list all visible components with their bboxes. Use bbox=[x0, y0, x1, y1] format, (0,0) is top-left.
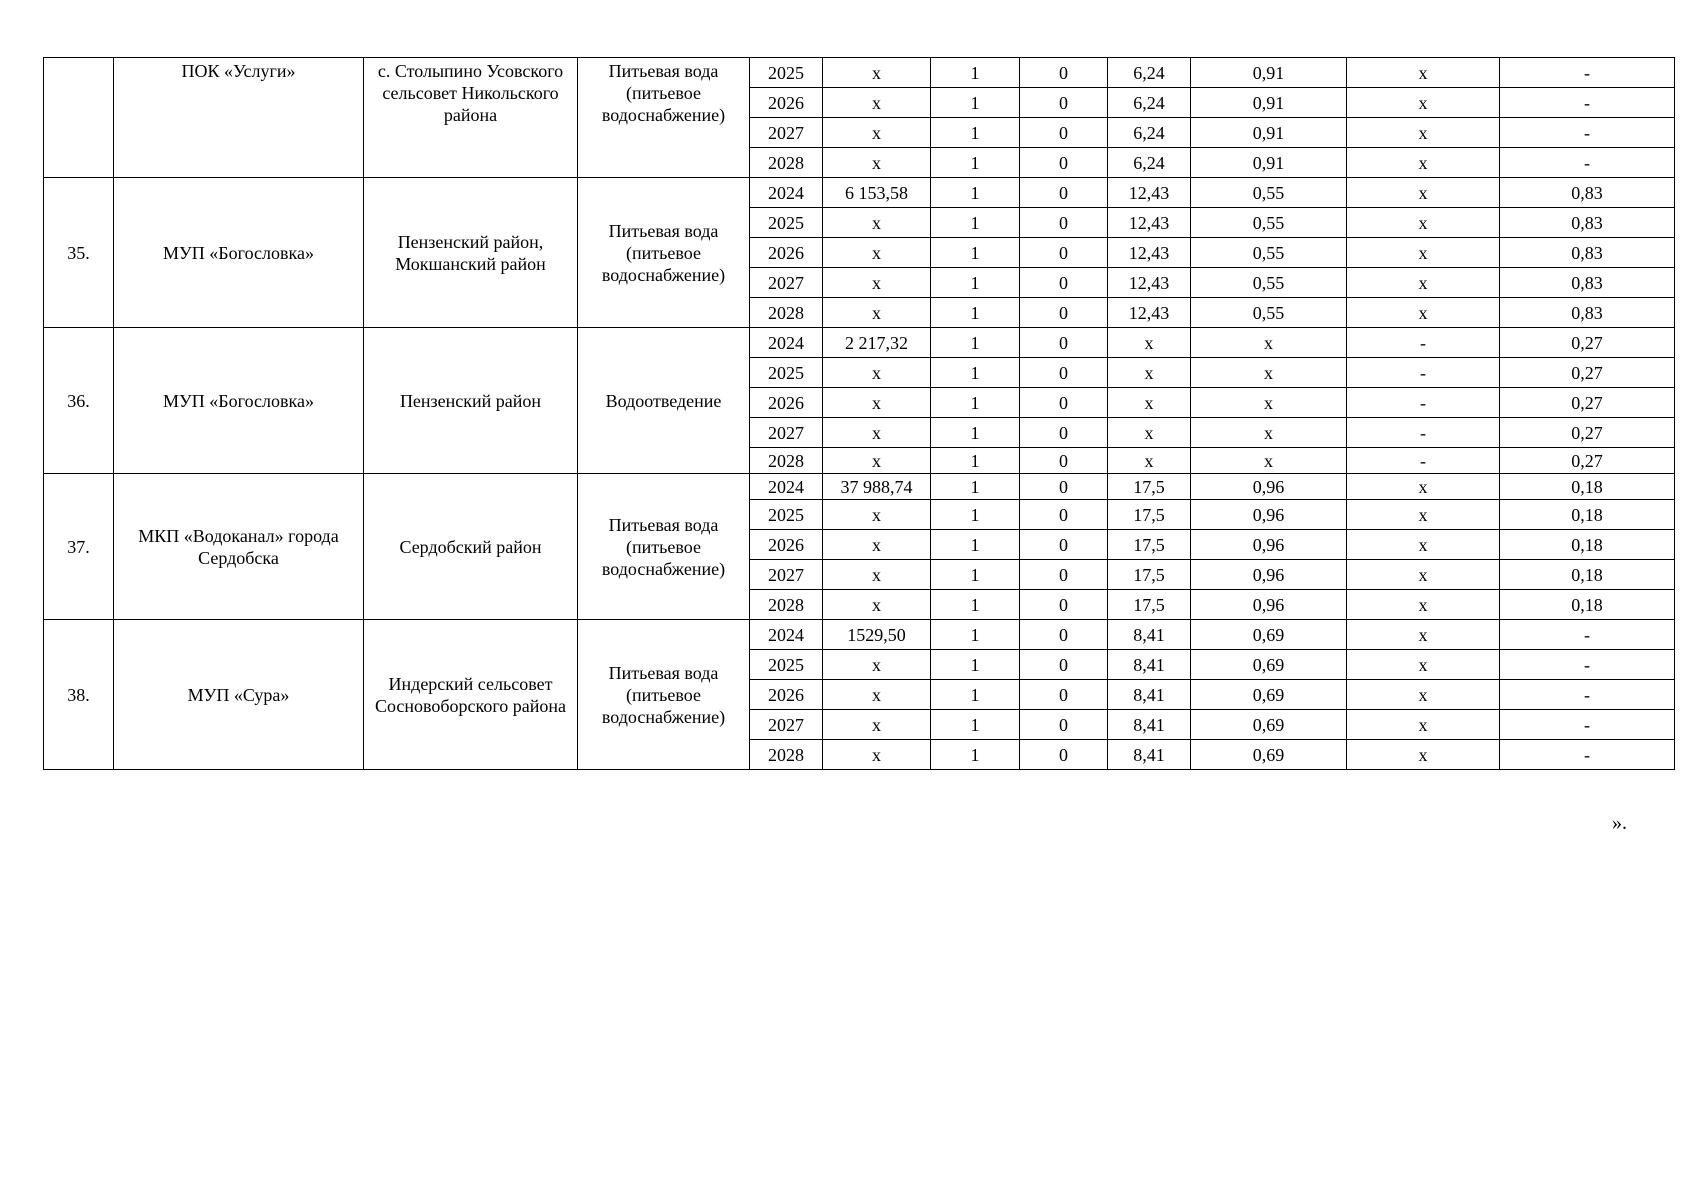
value-b-cell: 0 bbox=[1020, 88, 1108, 118]
territory: Индерский сельсовет Сосновоборского района bbox=[364, 620, 578, 770]
value-f-cell: 0,27 bbox=[1500, 388, 1675, 418]
value-total-cell: x bbox=[823, 118, 931, 148]
value-a-cell: 1 bbox=[931, 740, 1020, 770]
value-c-cell: 17,5 bbox=[1108, 560, 1191, 590]
year-cell: 2024 bbox=[750, 474, 823, 500]
value-f-cell: 0,83 bbox=[1500, 238, 1675, 268]
service-type: Питьевая вода (питьевое водоснабжение) bbox=[578, 58, 750, 178]
value-c-cell: 6,24 bbox=[1108, 58, 1191, 88]
group-number: 35. bbox=[44, 178, 114, 328]
value-total-cell: x bbox=[823, 680, 931, 710]
value-d-cell: 0,96 bbox=[1191, 474, 1347, 500]
value-total-cell: 1529,50 bbox=[823, 620, 931, 650]
value-c-cell: 12,43 bbox=[1108, 238, 1191, 268]
year-cell: 2027 bbox=[750, 268, 823, 298]
value-total-cell: x bbox=[823, 560, 931, 590]
table-row bbox=[44, 328, 1675, 358]
value-c-cell: 6,24 bbox=[1108, 118, 1191, 148]
value-e-cell: x bbox=[1347, 620, 1500, 650]
value-d-cell: 0,69 bbox=[1191, 650, 1347, 680]
table-row bbox=[44, 474, 1675, 500]
value-d-cell: x bbox=[1191, 358, 1347, 388]
value-total-cell: x bbox=[823, 710, 931, 740]
year-cell: 2025 bbox=[750, 650, 823, 680]
value-d-cell: 0,55 bbox=[1191, 298, 1347, 328]
value-a-cell: 1 bbox=[931, 208, 1020, 238]
value-f-cell: - bbox=[1500, 620, 1675, 650]
value-b-cell: 0 bbox=[1020, 590, 1108, 620]
value-f-cell: 0,83 bbox=[1500, 298, 1675, 328]
value-b-cell: 0 bbox=[1020, 680, 1108, 710]
year-cell: 2024 bbox=[750, 620, 823, 650]
value-c-cell: x bbox=[1108, 418, 1191, 448]
value-d-cell: x bbox=[1191, 448, 1347, 474]
value-b-cell: 0 bbox=[1020, 148, 1108, 178]
value-total-cell: x bbox=[823, 268, 931, 298]
value-total-cell: x bbox=[823, 448, 931, 474]
value-total-cell: x bbox=[823, 208, 931, 238]
value-total-cell: x bbox=[823, 418, 931, 448]
value-f-cell: 0,18 bbox=[1500, 500, 1675, 530]
year-cell: 2025 bbox=[750, 208, 823, 238]
value-total-cell: x bbox=[823, 500, 931, 530]
year-cell: 2028 bbox=[750, 298, 823, 328]
year-cell: 2025 bbox=[750, 58, 823, 88]
territory: Сердобский район bbox=[364, 474, 578, 620]
value-a-cell: 1 bbox=[931, 680, 1020, 710]
value-b-cell: 0 bbox=[1020, 560, 1108, 590]
value-a-cell: 1 bbox=[931, 118, 1020, 148]
value-e-cell: - bbox=[1347, 328, 1500, 358]
year-cell: 2024 bbox=[750, 178, 823, 208]
value-total-cell: 2 217,32 bbox=[823, 328, 931, 358]
value-a-cell: 1 bbox=[931, 88, 1020, 118]
value-b-cell: 0 bbox=[1020, 238, 1108, 268]
value-d-cell: 0,96 bbox=[1191, 560, 1347, 590]
value-c-cell: 12,43 bbox=[1108, 178, 1191, 208]
value-d-cell: 0,91 bbox=[1191, 148, 1347, 178]
value-a-cell: 1 bbox=[931, 560, 1020, 590]
value-f-cell: - bbox=[1500, 740, 1675, 770]
value-c-cell: 12,43 bbox=[1108, 298, 1191, 328]
value-e-cell: x bbox=[1347, 298, 1500, 328]
value-c-cell: 8,41 bbox=[1108, 710, 1191, 740]
value-b-cell: 0 bbox=[1020, 268, 1108, 298]
value-e-cell: x bbox=[1347, 118, 1500, 148]
value-d-cell: 0,55 bbox=[1191, 178, 1347, 208]
value-a-cell: 1 bbox=[931, 620, 1020, 650]
value-f-cell: 0,83 bbox=[1500, 178, 1675, 208]
value-e-cell: - bbox=[1347, 388, 1500, 418]
value-e-cell: x bbox=[1347, 474, 1500, 500]
value-c-cell: 17,5 bbox=[1108, 500, 1191, 530]
value-a-cell: 1 bbox=[931, 590, 1020, 620]
value-f-cell: 0,27 bbox=[1500, 448, 1675, 474]
year-cell: 2027 bbox=[750, 118, 823, 148]
value-f-cell: - bbox=[1500, 58, 1675, 88]
value-a-cell: 1 bbox=[931, 178, 1020, 208]
value-b-cell: 0 bbox=[1020, 474, 1108, 500]
value-d-cell: x bbox=[1191, 328, 1347, 358]
value-d-cell: 0,55 bbox=[1191, 238, 1347, 268]
value-a-cell: 1 bbox=[931, 58, 1020, 88]
value-f-cell: 0,18 bbox=[1500, 560, 1675, 590]
value-e-cell: x bbox=[1347, 650, 1500, 680]
year-cell: 2026 bbox=[750, 680, 823, 710]
value-f-cell: 0,27 bbox=[1500, 418, 1675, 448]
year-cell: 2028 bbox=[750, 448, 823, 474]
value-total-cell: x bbox=[823, 388, 931, 418]
value-total-cell: x bbox=[823, 298, 931, 328]
value-f-cell: - bbox=[1500, 88, 1675, 118]
value-c-cell: x bbox=[1108, 388, 1191, 418]
value-d-cell: x bbox=[1191, 418, 1347, 448]
year-cell: 2026 bbox=[750, 530, 823, 560]
value-d-cell: 0,55 bbox=[1191, 208, 1347, 238]
value-e-cell: x bbox=[1347, 530, 1500, 560]
value-f-cell: 0,18 bbox=[1500, 474, 1675, 500]
value-e-cell: x bbox=[1347, 208, 1500, 238]
year-cell: 2026 bbox=[750, 88, 823, 118]
value-d-cell: 0,91 bbox=[1191, 58, 1347, 88]
value-f-cell: 0,83 bbox=[1500, 208, 1675, 238]
value-b-cell: 0 bbox=[1020, 530, 1108, 560]
value-e-cell: x bbox=[1347, 178, 1500, 208]
year-cell: 2028 bbox=[750, 740, 823, 770]
organization-name: МУП «Богословка» bbox=[114, 178, 364, 328]
table-row bbox=[44, 178, 1675, 208]
value-a-cell: 1 bbox=[931, 710, 1020, 740]
value-d-cell: 0,96 bbox=[1191, 500, 1347, 530]
year-cell: 2026 bbox=[750, 388, 823, 418]
value-a-cell: 1 bbox=[931, 358, 1020, 388]
value-a-cell: 1 bbox=[931, 448, 1020, 474]
value-c-cell: 12,43 bbox=[1108, 208, 1191, 238]
value-e-cell: x bbox=[1347, 740, 1500, 770]
value-c-cell: x bbox=[1108, 448, 1191, 474]
value-e-cell: x bbox=[1347, 88, 1500, 118]
value-d-cell: 0,69 bbox=[1191, 620, 1347, 650]
value-f-cell: 0,18 bbox=[1500, 530, 1675, 560]
value-b-cell: 0 bbox=[1020, 650, 1108, 680]
indicators-table bbox=[43, 57, 1675, 770]
value-total-cell: x bbox=[823, 88, 931, 118]
year-cell: 2026 bbox=[750, 238, 823, 268]
value-total-cell: x bbox=[823, 590, 931, 620]
value-total-cell: x bbox=[823, 650, 931, 680]
organization-name: МУП «Богословка» bbox=[114, 328, 364, 474]
table-row bbox=[44, 620, 1675, 650]
group-number bbox=[44, 58, 114, 178]
value-e-cell: x bbox=[1347, 590, 1500, 620]
value-a-cell: 1 bbox=[931, 388, 1020, 418]
value-e-cell: - bbox=[1347, 418, 1500, 448]
year-cell: 2028 bbox=[750, 148, 823, 178]
value-e-cell: x bbox=[1347, 268, 1500, 298]
value-total-cell: x bbox=[823, 358, 931, 388]
value-d-cell: 0,91 bbox=[1191, 88, 1347, 118]
organization-name: ПОК «Услуги» bbox=[114, 58, 364, 178]
value-b-cell: 0 bbox=[1020, 358, 1108, 388]
value-e-cell: x bbox=[1347, 238, 1500, 268]
service-type: Питьевая вода (питьевое водоснабжение) bbox=[578, 178, 750, 328]
value-total-cell: 6 153,58 bbox=[823, 178, 931, 208]
value-d-cell: x bbox=[1191, 388, 1347, 418]
closing-quote: ». bbox=[1612, 812, 1627, 834]
value-c-cell: x bbox=[1108, 358, 1191, 388]
value-d-cell: 0,96 bbox=[1191, 590, 1347, 620]
value-a-cell: 1 bbox=[931, 298, 1020, 328]
organization-name: МКП «Водоканал» города Сердобска bbox=[114, 474, 364, 620]
value-d-cell: 0,69 bbox=[1191, 680, 1347, 710]
value-b-cell: 0 bbox=[1020, 58, 1108, 88]
value-total-cell: x bbox=[823, 148, 931, 178]
value-total-cell: x bbox=[823, 58, 931, 88]
value-a-cell: 1 bbox=[931, 418, 1020, 448]
value-total-cell: x bbox=[823, 740, 931, 770]
year-cell: 2024 bbox=[750, 328, 823, 358]
value-c-cell: 17,5 bbox=[1108, 590, 1191, 620]
value-c-cell: 6,24 bbox=[1108, 148, 1191, 178]
service-type: Питьевая вода (питьевое водоснабжение) bbox=[578, 620, 750, 770]
table-body bbox=[44, 58, 1675, 770]
value-f-cell: - bbox=[1500, 710, 1675, 740]
value-b-cell: 0 bbox=[1020, 620, 1108, 650]
year-cell: 2027 bbox=[750, 710, 823, 740]
value-b-cell: 0 bbox=[1020, 418, 1108, 448]
value-total-cell: 37 988,74 bbox=[823, 474, 931, 500]
table-row bbox=[44, 58, 1675, 88]
value-f-cell: - bbox=[1500, 680, 1675, 710]
year-cell: 2027 bbox=[750, 560, 823, 590]
value-b-cell: 0 bbox=[1020, 500, 1108, 530]
value-f-cell: 0,18 bbox=[1500, 590, 1675, 620]
value-a-cell: 1 bbox=[931, 530, 1020, 560]
value-a-cell: 1 bbox=[931, 650, 1020, 680]
value-e-cell: x bbox=[1347, 560, 1500, 590]
value-a-cell: 1 bbox=[931, 500, 1020, 530]
value-f-cell: 0,27 bbox=[1500, 358, 1675, 388]
value-a-cell: 1 bbox=[931, 238, 1020, 268]
value-b-cell: 0 bbox=[1020, 448, 1108, 474]
value-c-cell: 8,41 bbox=[1108, 740, 1191, 770]
service-type: Питьевая вода (питьевое водоснабжение) bbox=[578, 474, 750, 620]
year-cell: 2025 bbox=[750, 500, 823, 530]
value-a-cell: 1 bbox=[931, 474, 1020, 500]
group-number: 38. bbox=[44, 620, 114, 770]
value-b-cell: 0 bbox=[1020, 178, 1108, 208]
value-f-cell: - bbox=[1500, 118, 1675, 148]
value-b-cell: 0 bbox=[1020, 208, 1108, 238]
value-e-cell: x bbox=[1347, 148, 1500, 178]
year-cell: 2027 bbox=[750, 418, 823, 448]
value-b-cell: 0 bbox=[1020, 388, 1108, 418]
year-cell: 2025 bbox=[750, 358, 823, 388]
value-e-cell: x bbox=[1347, 500, 1500, 530]
value-c-cell: 8,41 bbox=[1108, 650, 1191, 680]
value-a-cell: 1 bbox=[931, 328, 1020, 358]
value-c-cell: 8,41 bbox=[1108, 680, 1191, 710]
value-e-cell: x bbox=[1347, 710, 1500, 740]
value-f-cell: - bbox=[1500, 650, 1675, 680]
value-e-cell: x bbox=[1347, 58, 1500, 88]
value-d-cell: 0,69 bbox=[1191, 710, 1347, 740]
territory: Пензенский район bbox=[364, 328, 578, 474]
value-f-cell: - bbox=[1500, 148, 1675, 178]
value-b-cell: 0 bbox=[1020, 710, 1108, 740]
value-a-cell: 1 bbox=[931, 148, 1020, 178]
value-e-cell: - bbox=[1347, 358, 1500, 388]
value-e-cell: x bbox=[1347, 680, 1500, 710]
value-d-cell: 0,91 bbox=[1191, 118, 1347, 148]
value-f-cell: 0,83 bbox=[1500, 268, 1675, 298]
value-total-cell: x bbox=[823, 238, 931, 268]
value-b-cell: 0 bbox=[1020, 328, 1108, 358]
value-total-cell: x bbox=[823, 530, 931, 560]
value-d-cell: 0,55 bbox=[1191, 268, 1347, 298]
value-c-cell: 17,5 bbox=[1108, 474, 1191, 500]
value-b-cell: 0 bbox=[1020, 118, 1108, 148]
value-b-cell: 0 bbox=[1020, 298, 1108, 328]
territory: с. Столыпино Усовского сельсовет Никольского района bbox=[364, 58, 578, 178]
value-d-cell: 0,69 bbox=[1191, 740, 1347, 770]
value-c-cell: 12,43 bbox=[1108, 268, 1191, 298]
value-e-cell: - bbox=[1347, 448, 1500, 474]
value-a-cell: 1 bbox=[931, 268, 1020, 298]
value-c-cell: 8,41 bbox=[1108, 620, 1191, 650]
value-d-cell: 0,96 bbox=[1191, 530, 1347, 560]
value-f-cell: 0,27 bbox=[1500, 328, 1675, 358]
group-number: 37. bbox=[44, 474, 114, 620]
year-cell: 2028 bbox=[750, 590, 823, 620]
value-c-cell: x bbox=[1108, 328, 1191, 358]
service-type: Водоотведение bbox=[578, 328, 750, 474]
territory: Пензенский район, Мокшанский район bbox=[364, 178, 578, 328]
value-c-cell: 6,24 bbox=[1108, 88, 1191, 118]
value-c-cell: 17,5 bbox=[1108, 530, 1191, 560]
organization-name: МУП «Сура» bbox=[114, 620, 364, 770]
group-number: 36. bbox=[44, 328, 114, 474]
value-b-cell: 0 bbox=[1020, 740, 1108, 770]
